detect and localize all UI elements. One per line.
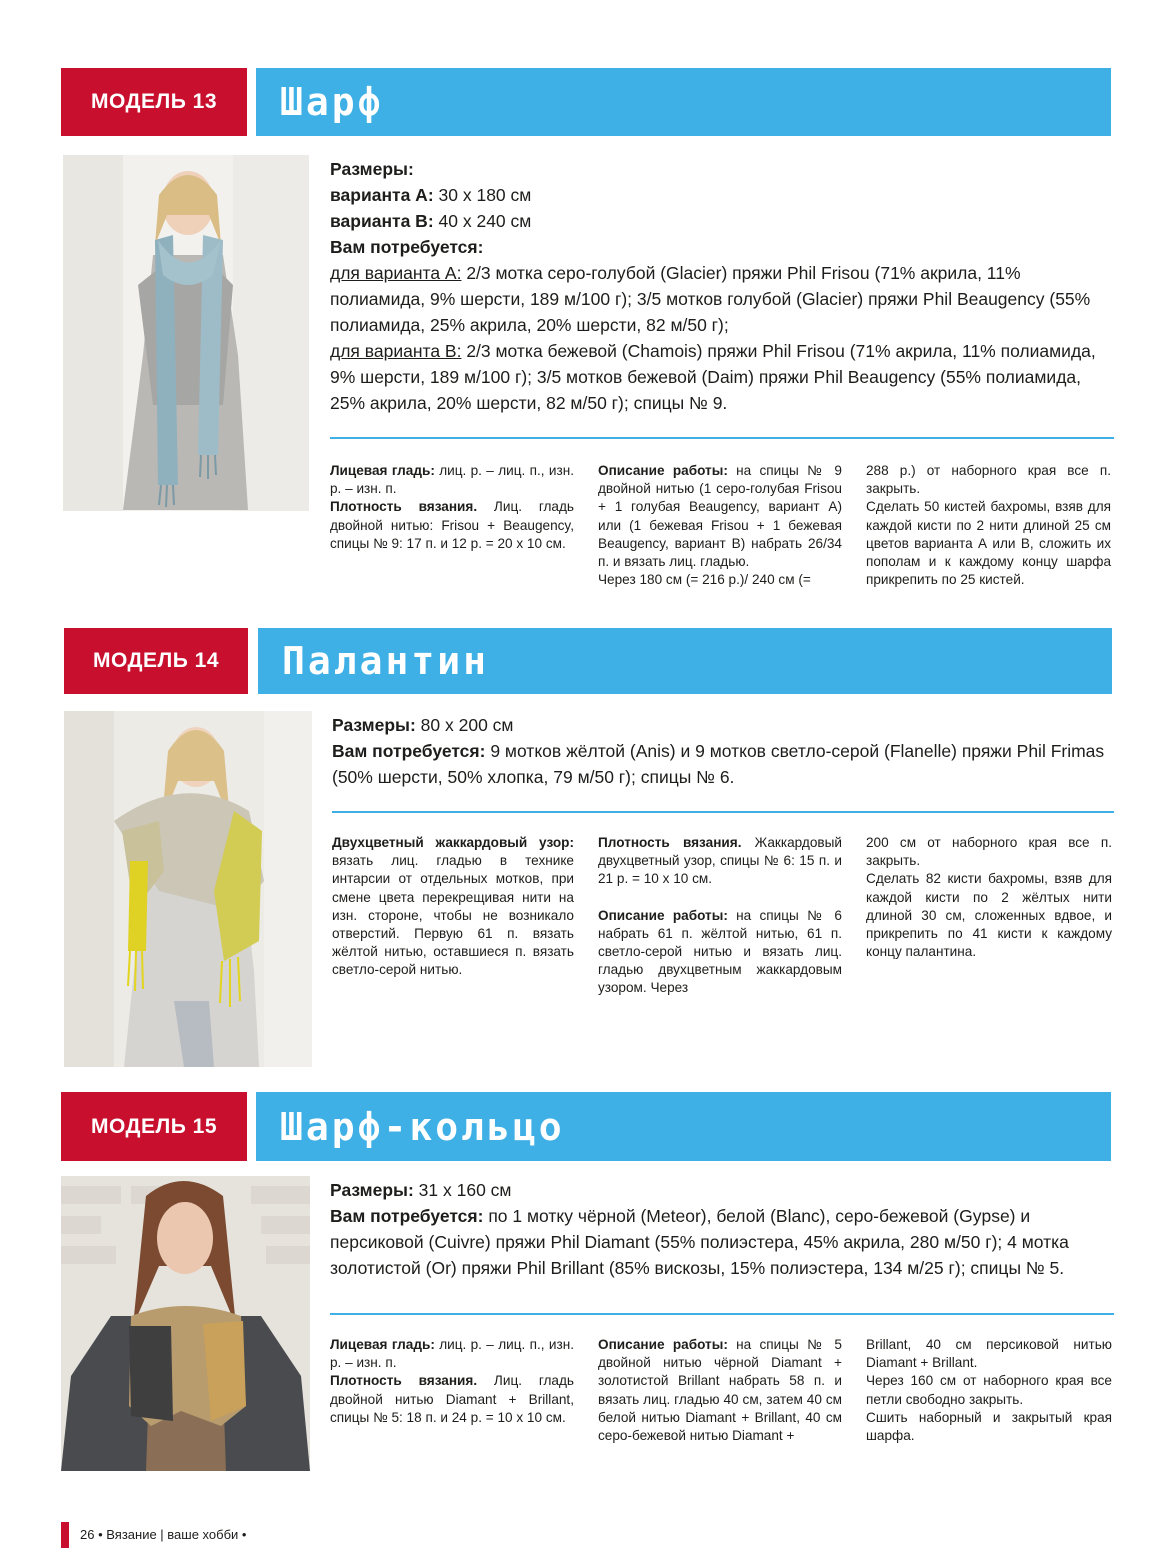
model-13-col-3 <box>866 462 1111 589</box>
for-variant-a-text: 2/3 мотка серо-голубой (Glacier) пряжи Phil Frisou (71% акрила, 11% полиамида, 9% шерсти, 189 м/100 г); 3/5 мотков голубой (Glacier) пряжи Phil Beaugency (55% полиамида, 25% акрила, 20% шерсти, 82 м/50 г); <box>330 263 1091 335</box>
model-15-intro <box>330 1177 1114 1281</box>
materials-label: Вам потребуется: <box>330 237 484 257</box>
cast-off-text: 288 р.) от наборного края все п. закрыть. <box>866 463 1111 497</box>
colors-continued-text: Brillant, 40 см персиковой нитью Diamant + Brillant. <box>866 1337 1112 1371</box>
instructions-text: на спицы № 6 набрать 61 п. жёлтой нитью, 61 п. светло-серой нитью и вязать лиц. гладью двухцветным жаккардовым узором. Через <box>598 907 842 996</box>
model-13-tag: МОДЕЛЬ 13 <box>61 68 247 136</box>
stitch-label: Лицевая гладь: <box>330 1337 435 1352</box>
photo-woman-colorblock-cowl-icon <box>61 1176 310 1471</box>
model-15-photo <box>61 1176 310 1471</box>
model-13-intro <box>330 156 1114 416</box>
materials-label: Вам потребуется: <box>332 741 486 761</box>
model-13-col-2 <box>598 462 842 589</box>
instructions-label: Описание работы: <box>598 907 728 923</box>
stitch-text: лиц. р. – лиц. п., изн. р. – изн. п. <box>330 1337 574 1371</box>
gauge-label: Плотность вязания. <box>330 1373 478 1389</box>
sizes-value: 80 х 200 см <box>415 715 514 735</box>
variant-a-label: варианта А: <box>330 185 434 205</box>
variant-a-value: 30 х 180 см <box>433 185 532 205</box>
fringe-text: Сделать 50 кистей бахромы, взяв для каждой кисти по 2 нити длиной 25 см цветов варианта А или В, сложить их пополам и к каждому концу шарфа прикрепить по 25 кистей. <box>866 499 1111 588</box>
model-14-divider <box>332 811 1114 813</box>
model-13-divider <box>330 437 1114 439</box>
page-number: 26 <box>80 1527 95 1542</box>
gauge-label: Плотность вязания. <box>598 835 742 850</box>
photo-woman-yellow-grey-stole-icon <box>64 711 312 1067</box>
cast-off-text: Через 160 см от наборного края все петли свободно закрыть. <box>866 1373 1112 1407</box>
model-14-tag: МОДЕЛЬ 14 <box>64 628 248 694</box>
stitch-text: лиц. р. – лиц. п., изн. р. – изн. п. <box>330 463 574 497</box>
instructions-label: Описание работы: <box>598 1337 728 1352</box>
model-14-title: Палантин <box>258 628 1112 694</box>
for-variant-b-label: для варианта В: <box>330 341 462 361</box>
footer-accent-bar <box>61 1522 69 1548</box>
model-15-col-1 <box>330 1336 574 1427</box>
instructions-continued: Через 180 см (= 216 р.)/ 240 см (= <box>598 572 811 588</box>
gauge-label: Плотность вязания. <box>330 499 478 515</box>
jacquard-label: Двухцветный жаккардовый узор: <box>332 835 574 850</box>
fringe-text: Сделать 82 кисти бахромы, взяв для каждой кисти по 2 жёлтых нити длиной 30 см, сложенных вдвое, и прикрепить по 41 кисти к каждому концу палантина. <box>866 871 1112 960</box>
magazine-name: • Вязание | ваше хобби • <box>98 1527 247 1542</box>
model-14-photo <box>64 711 312 1067</box>
seam-text: Сшить наборный и закрытый края шарфа. <box>866 1409 1112 1444</box>
materials-label: Вам потребуется: <box>330 1206 484 1226</box>
sizes-label: Размеры: <box>330 1180 414 1200</box>
sizes-label: Размеры: <box>332 715 416 735</box>
instructions-text: на спицы № 5 двойной нитью чёрной Diamant + золотистой Brillant набрать 58 п. и вязать лиц. гладью 40 см, затем 40 см белой нитью Diamant + Brillant, 40 см серо-бежевой нитью Diamant + <box>598 1337 842 1444</box>
stitch-label: Лицевая гладь: <box>330 463 435 478</box>
model-15-col-2 <box>598 1336 842 1445</box>
model-14-col-3 <box>866 834 1112 961</box>
cast-off-text: 200 см от наборного края все п. закрыть. <box>866 835 1112 869</box>
model-14-col-2 <box>598 834 842 998</box>
materials-text: по 1 мотку чёрной (Meteor), белой (Blanc), серо-бежевой (Gypse) и персиковой (Cuivre) пряжи Phil Diamant (55% полиэстера, 45% акрила, 280 м/50 г); 4 мотка золотистой (Or) пряжи Phil Brillant (85% вискозы, 15% полиэстера, 134 м/25 г); спицы № 5. <box>330 1206 1069 1278</box>
materials-text: 9 мотков жёлтой (Anis) и 9 мотков светло-серой (Flanelle) пряжи Phil Frimas (50% шерсти, 50% хлопка, 79 м/50 г); спицы № 6. <box>332 741 1105 787</box>
model-15-title: Шарф-кольцо <box>256 1092 1111 1161</box>
page-footer <box>80 1527 246 1542</box>
gauge-text: Лиц. гладь двойной нитью Diamant + Brillant, спицы № 5: 18 п. и 24 р. = 10 х 10 см. <box>330 1373 574 1425</box>
model-13-title: Шарф <box>256 68 1111 136</box>
sizes-value: 31 х 160 см <box>413 1180 512 1200</box>
variant-b-label: варианта В: <box>330 211 434 231</box>
model-14-intro <box>332 712 1114 790</box>
model-15-col-3 <box>866 1336 1112 1445</box>
variant-b-value: 40 х 240 см <box>433 211 532 231</box>
gauge-text: Лиц. гладь двойной нитью: Frisou + Beaugency, спицы № 9: 17 п. и 12 р. = 20 х 10 см. <box>330 499 574 551</box>
model-13-photo <box>63 155 309 511</box>
photo-woman-blue-scarf-icon <box>63 155 309 511</box>
instructions-label: Описание работы: <box>598 463 728 478</box>
model-15-tag: МОДЕЛЬ 15 <box>61 1092 247 1161</box>
jacquard-text: вязать лиц. гладью в технике интарсии от отдельных мотков, при смене цвета перекрещивая нити на изн. стороне, чтобы не возникало отверстий. Первую 61 п. вязать жёлтой нитью, оставшиеся п. вязать светло-серой нитью. <box>332 853 574 978</box>
instructions-text: на спицы № 9 двойной нитью (1 серо-голубая Frisou + 1 голубая Beaugency, вариант А) или (1 бежевая Frisou + 1 бежевая Beaugency, вариант В) набрать 26/34 п. и вязать лиц. гладью. <box>598 463 842 570</box>
for-variant-b-text: 2/3 мотка бежевой (Chamois) пряжи Phil Frisou (71% акрила, 11% полиамида, 9% шерсти, 189 м/100 г); 3/5 мотков бежевой (Daim) пряжи Phil Beaugency (55% полиамида, 25% акрила, 20% шерсти, 82 м/50 г); спицы № 9. <box>330 341 1096 413</box>
model-15-divider <box>330 1313 1114 1315</box>
for-variant-a-label: для варианта А: <box>330 263 462 283</box>
sizes-label: Размеры: <box>330 159 414 179</box>
model-14-col-1 <box>332 834 574 980</box>
gauge-text: Жаккардовый двухцветный узор, спицы № 6: 15 п. и 21 р. = 10 х 10 см. <box>598 835 842 887</box>
model-13-col-1 <box>330 462 574 553</box>
